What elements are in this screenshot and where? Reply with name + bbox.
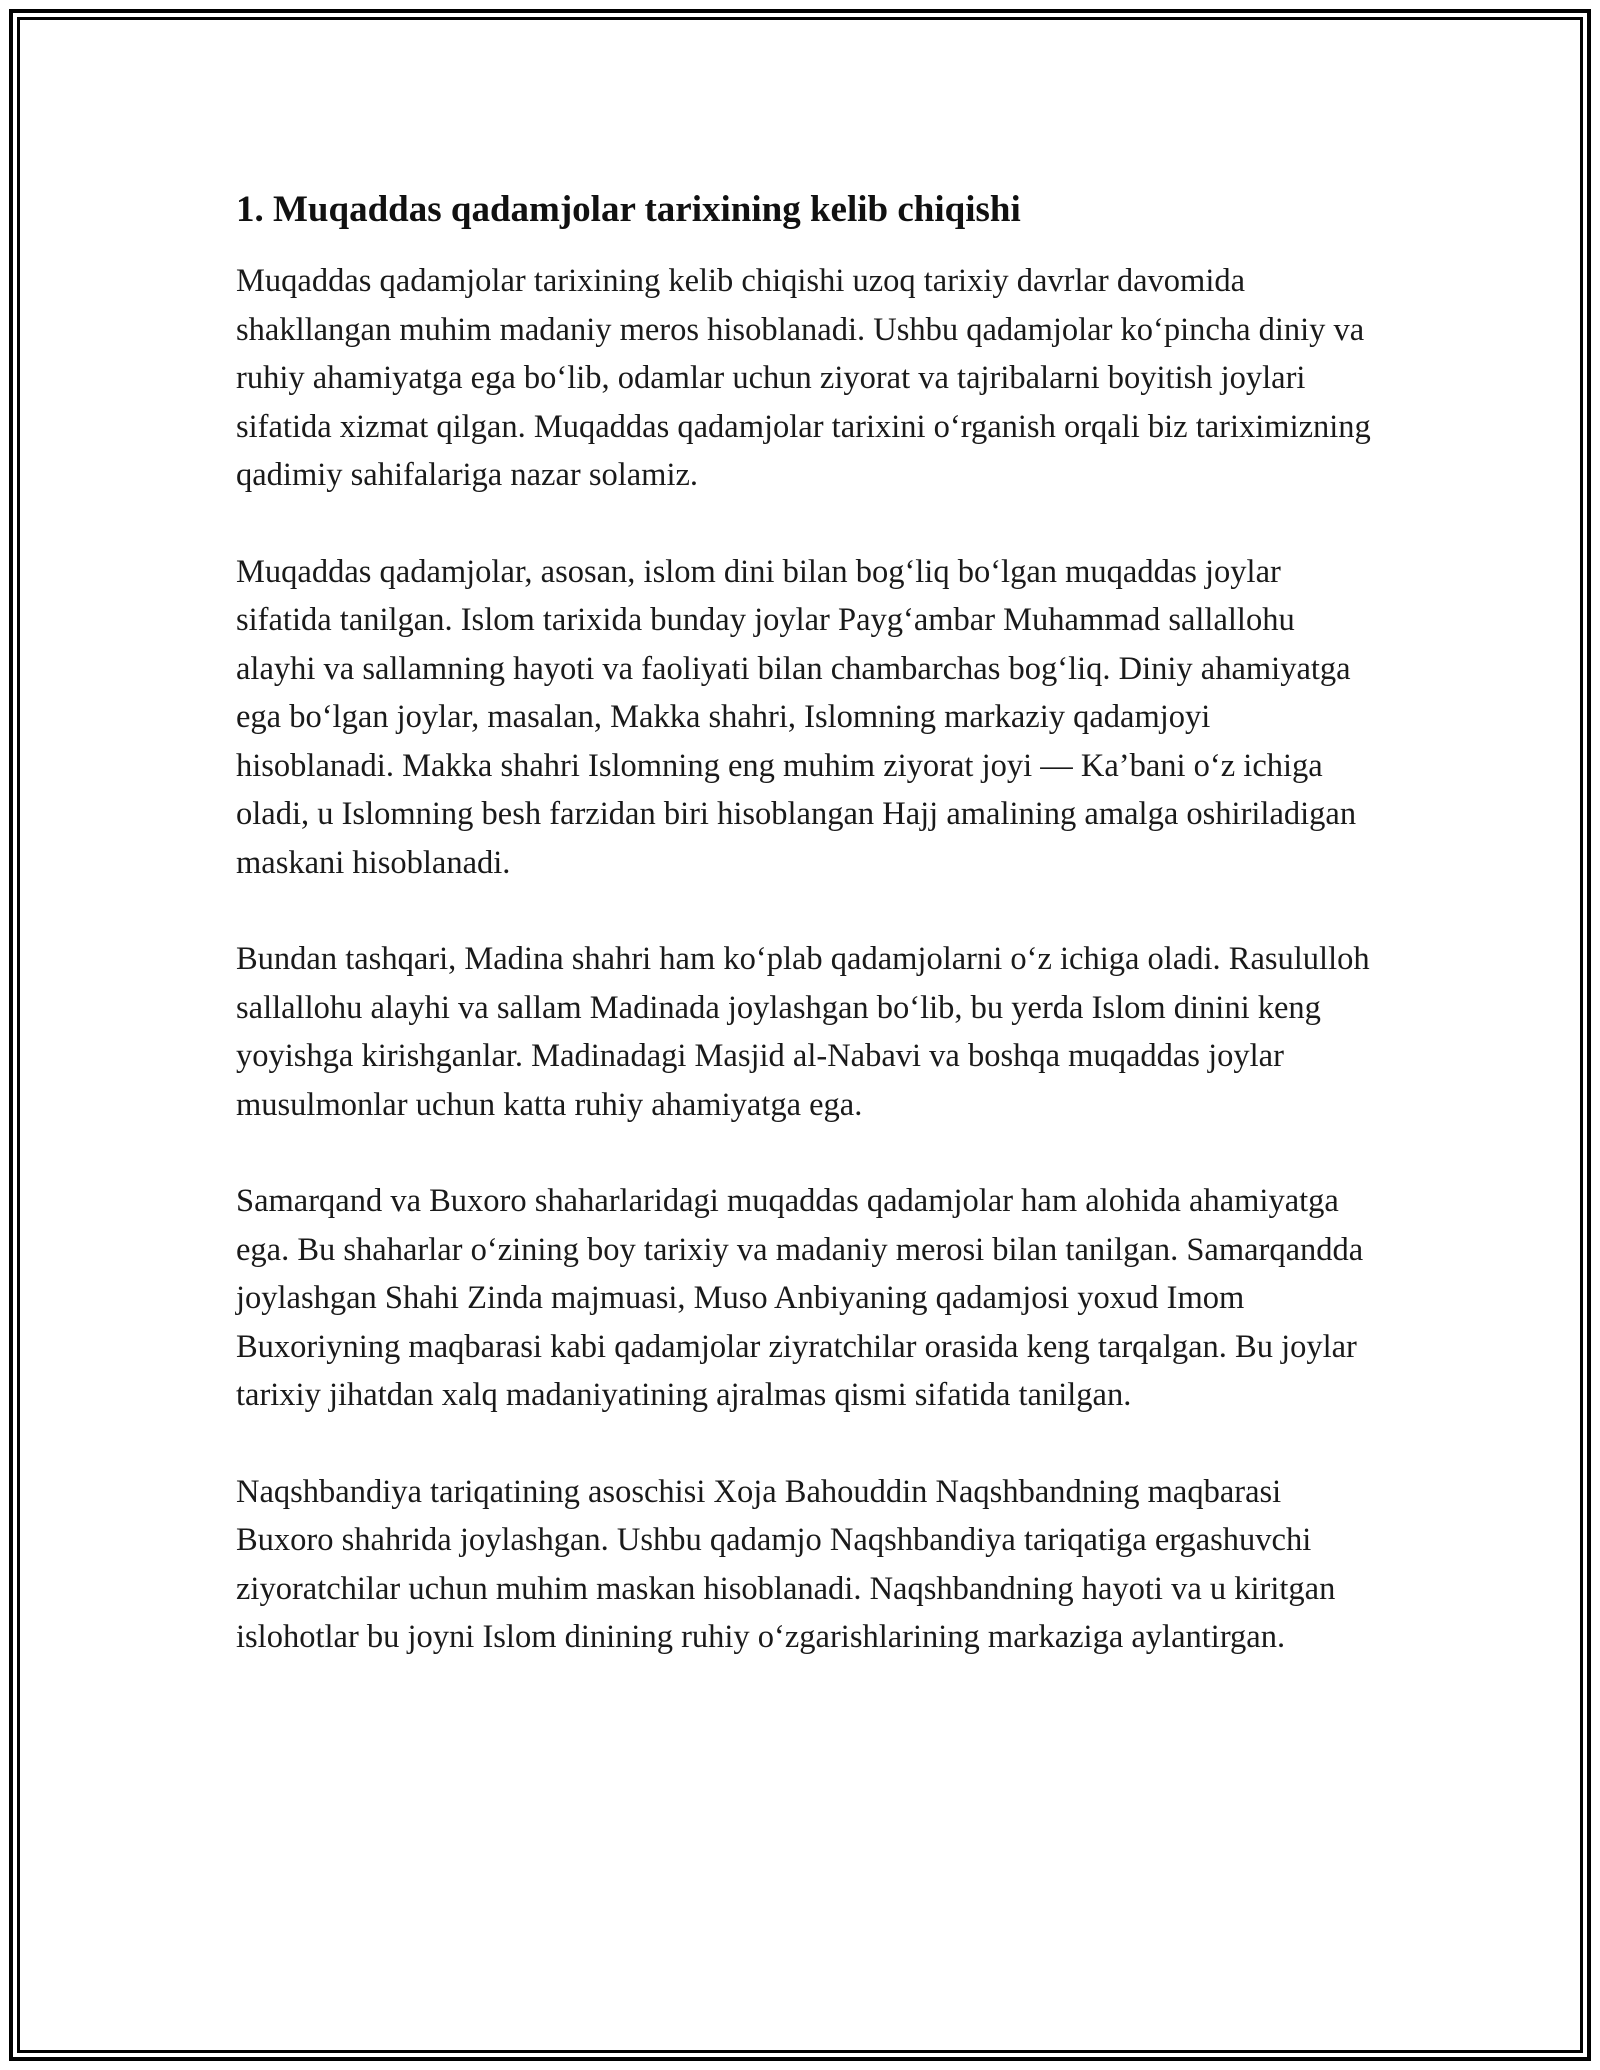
section-heading: 1. Muqaddas qadamjolar tarixining kelib chiqishi	[236, 189, 1021, 230]
paragraph-4: Samarqand va Buxoro shaharlaridagi muqaddas qadamjolar ham alohida ahamiyatga ega. Bu shaharlar o‘zining boy tarixiy va madaniy merosi bilan tanilgan. Samarqandda joylashgan Shahi Zinda majmuasi, Muso Anbiyaning qadamjosi yoxud Imom Buxoriyning maqbarasi kabi qadamjolar ziyratchilar orasida keng tarqalgan. Bu joylar tarixiy jihatdan xalq madaniyatining ajralmas qismi sifatida tanilgan.	[236, 1183, 1364, 1413]
document-body	[236, 186, 1376, 1710]
paragraph-5: Naqshbandiya tariqatining asoschisi Xoja Bahouddin Naqshbandning maqbarasi Buxoro shahrida joylashgan. Ushbu qadamjo Naqshbandiya tariqatiga ergashuvchi ziyoratchilar uchun muhim maskan hisoblanadi. Naqshbandning hayoti va u kiritgan islohotlar bu joyni Islom dinining ruhiy o‘zgarishlarining markaziga aylantirgan.	[236, 1473, 1336, 1655]
paragraph-1: Muqaddas qadamjolar tarixining kelib chiqishi uzoq tarixiy davrlar davomida shakllangan muhim madaniy meros hisoblanadi. Ushbu qadamjolar ko‘pincha diniy va ruhiy ahamiyatga ega bo‘lib, odamlar uchun ziyorat va tajribalarni boyitish joylari sifatida xizmat qilgan. Muqaddas qadamjolar tarixini o‘rganish orqali biz tariximizning qadimiy sahifalariga nazar solamiz.	[236, 263, 1371, 493]
paragraph-2: Muqaddas qadamjolar, asosan, islom dini bilan bog‘liq bo‘lgan muqaddas joylar sifatida tanilgan. Islom tarixida bunday joylar Payg‘ambar Muhammad sallallohu alayhi va sallamning hayoti va faoliyati bilan chambarchas bog‘liq. Diniy ahamiyatga ega bo‘lgan joylar, masalan, Makka shahri, Islomning markaziy qadamjoyi hisoblanadi. Makka shahri Islomning eng muhim ziyorat joyi — Ka’bani o‘z ichiga oladi, u Islomning besh farzidan biri hisoblangan Hajj amalining amalga oshiriladigan maskani hisoblanadi.	[236, 553, 1357, 881]
paragraph-3: Bundan tashqari, Madina shahri ham ko‘plab qadamjolarni o‘z ichiga oladi. Rasululloh sallallohu alayhi va sallam Madinada joylashgan bo‘lib, bu yerda Islom dinini keng yoyishga kirishganlar. Madinadagi Masjid al-Nabavi va boshqa muqaddas joylar musulmonlar uchun katta ruhiy ahamiyatga ega.	[236, 941, 1370, 1123]
